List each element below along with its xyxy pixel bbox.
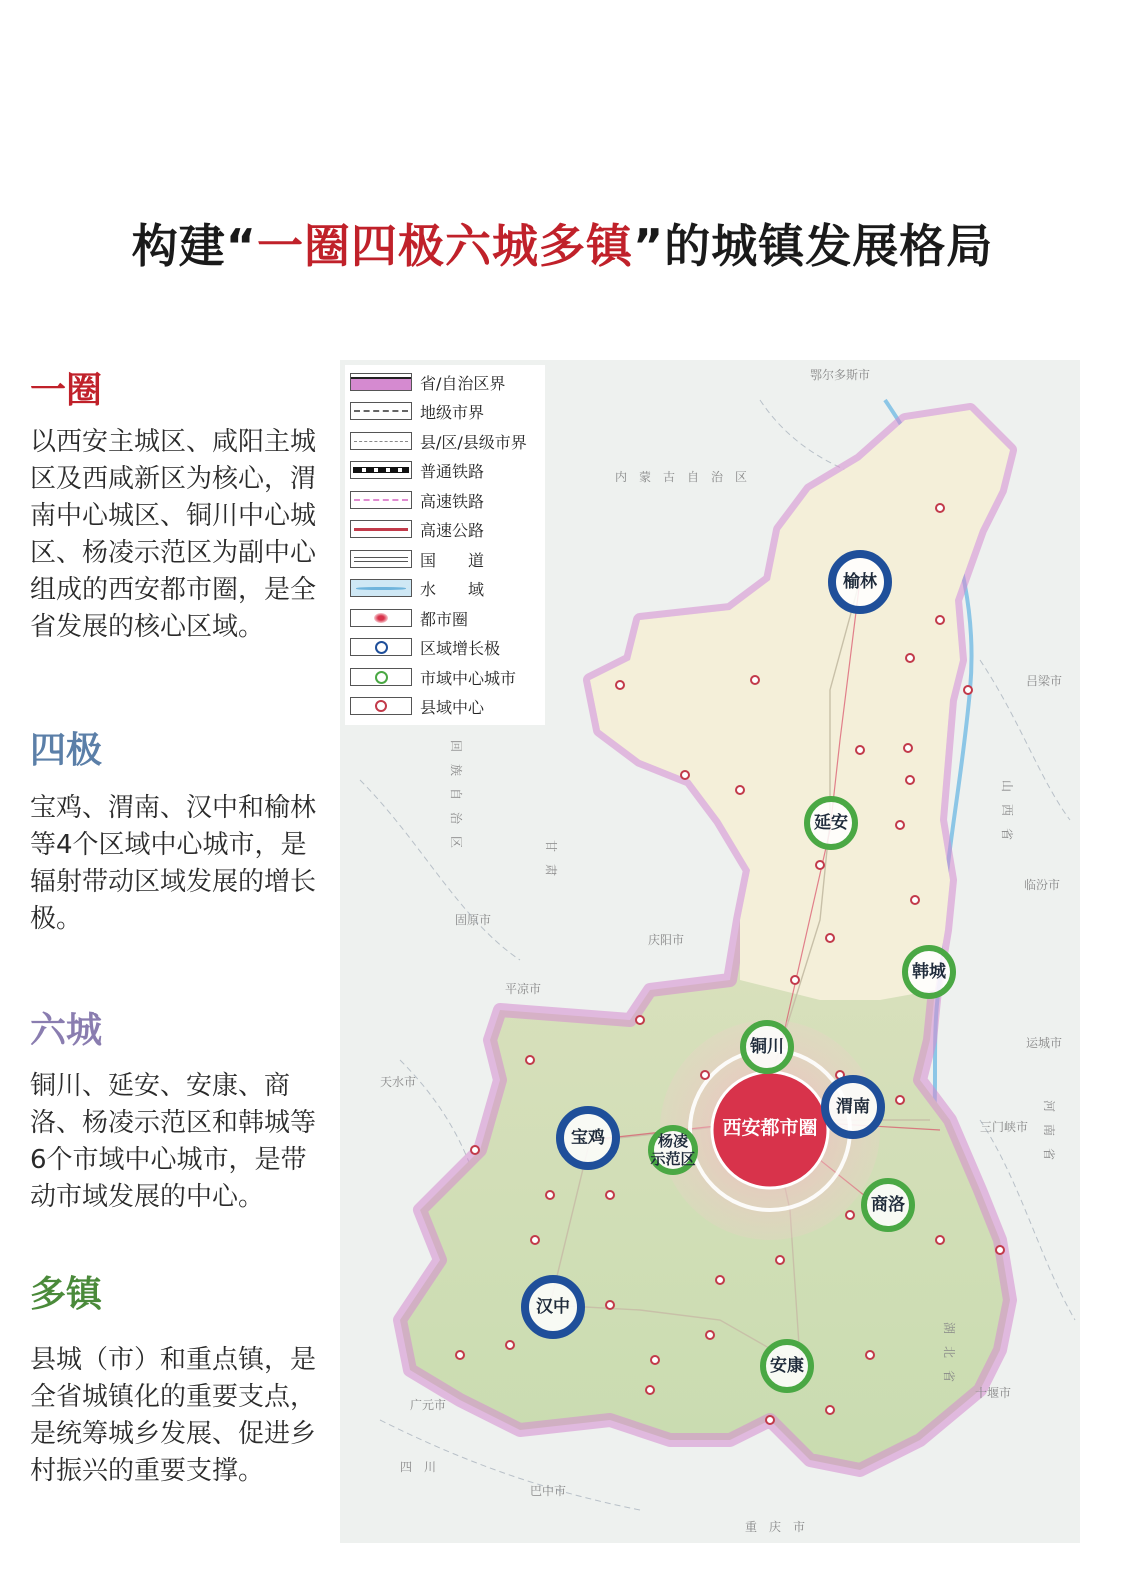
prefecture-boundary-icon	[350, 402, 412, 420]
neighbor-label-lvliang: 吕梁市	[1026, 674, 1063, 688]
legend-item-prefecture-boundary	[350, 400, 545, 422]
neighbor-label-henan: 河 南 省	[1042, 1100, 1056, 1161]
title-suffix: ”的城镇发展格局	[633, 219, 994, 273]
neighbor-label-hubei: 湖 北 省	[942, 1322, 956, 1383]
legend-label: 地级市界	[420, 402, 485, 422]
legend-item-county-boundary	[350, 430, 545, 452]
legend-label: 县域中心	[420, 697, 485, 717]
section-heading-liucheng: 六城	[30, 1010, 103, 1051]
neighbor-label-pingliang: 平凉市	[505, 982, 542, 996]
legend-label: 水 域	[420, 579, 485, 599]
section-heading-siji: 四极	[30, 730, 103, 771]
water-icon	[350, 579, 412, 597]
legend-item-county-center	[350, 695, 545, 717]
legend-item-water	[350, 577, 545, 599]
expressway-icon	[350, 520, 412, 538]
railway-icon	[350, 461, 412, 479]
legend-label: 高速铁路	[420, 491, 485, 511]
legend-label: 国 道	[420, 550, 485, 570]
city-label-shangluo: 商洛	[871, 1195, 905, 1215]
neighbor-label-guyuan: 固原市	[455, 913, 492, 927]
city-label-hanzhong: 汉中	[536, 1297, 570, 1317]
section-heading-yiquan: 一圈	[30, 370, 103, 411]
legend-item-regional-growth-pole	[350, 636, 545, 658]
county-center-icon	[350, 697, 412, 715]
neighbor-label-sanmenxia: 三门峡市	[980, 1120, 1029, 1134]
neighbor-label-chongqing: 重 庆 市	[745, 1520, 806, 1534]
neighbor-label-ordos: 鄂尔多斯市	[810, 368, 871, 382]
legend-item-metro-area	[350, 607, 545, 629]
neighbor-label-linfen: 临汾市	[1024, 878, 1061, 892]
legend-item-province-boundary	[350, 371, 545, 393]
city-label-yangling: 杨凌 示范区	[650, 1132, 696, 1168]
neighbor-label-tianshui: 天水市	[380, 1075, 417, 1089]
legend-label: 省/自治区界	[420, 373, 506, 393]
high-speed-railway-icon	[350, 491, 412, 509]
neighbor-label-yuncheng: 运城市	[1026, 1036, 1063, 1050]
city-label-hancheng: 韩城	[912, 962, 946, 982]
neighbor-label-sichuan: 四 川	[400, 1460, 437, 1474]
legend-item-municipal-center	[350, 666, 545, 688]
city-label-yulin: 榆林	[843, 572, 877, 592]
legend-item-expressway	[350, 518, 545, 540]
metro-label-xian: 西安都市圈	[722, 1117, 818, 1139]
neighbor-label-gansu: 甘 肃	[544, 840, 558, 877]
neighbor-label-qingyang: 庆阳市	[648, 933, 685, 947]
neighbor-label-shanxi: 山 西 省	[1000, 780, 1014, 841]
legend-item-national-road	[350, 548, 545, 570]
legend-label: 高速公路	[420, 520, 485, 540]
neighbor-label-guangyuan: 广元市	[410, 1398, 447, 1412]
county-boundary-icon	[350, 432, 412, 450]
legend-label: 市域中心城市	[420, 668, 517, 688]
section-body-siji: 宝鸡、渭南、汉中和榆林等4个区域中心城市，是辐射带动区域发展的增长极。	[30, 793, 317, 934]
province-boundary-icon	[350, 373, 412, 391]
neighbor-label-nei-menggu: 内 蒙 古 自 治 区	[615, 470, 748, 484]
neighbor-label-shiyan: 十堰市	[975, 1386, 1012, 1400]
map-legend	[345, 365, 545, 725]
neighbor-label-bazhong: 巴中市	[530, 1484, 567, 1498]
title-highlight: 一圈四极六城多镇	[257, 219, 633, 273]
metro-area-icon	[350, 609, 412, 627]
neighbor-label-ningxia: 回 族 自 治 区	[449, 740, 463, 849]
legend-item-high-speed-railway	[350, 489, 545, 511]
city-label-yanan: 延安	[814, 813, 848, 833]
city-label-ankang: 安康	[770, 1356, 804, 1376]
legend-label: 县/区/县级市界	[420, 432, 527, 452]
page-title	[0, 210, 1125, 276]
section-body-duozhen: 县城（市）和重点镇，是全省城镇化的重要支点，是统筹城乡发展、促进乡村振兴的重要支撑。	[30, 1345, 317, 1486]
legend-label: 普通铁路	[420, 461, 485, 481]
city-label-weinan: 渭南	[836, 1097, 870, 1117]
section-body-liucheng: 铜川、延安、安康、商洛、杨凌示范区和韩城等6个市域中心城市，是带动市域发展的中心。	[30, 1071, 317, 1212]
legend-item-railway	[350, 459, 545, 481]
legend-label: 区域增长极	[420, 638, 501, 658]
city-label-tongchuan: 铜川	[750, 1037, 784, 1057]
national-road-icon	[350, 550, 412, 568]
section-body-yiquan: 以西安主城区、咸阳主城区及西咸新区为核心，渭南中心城区、铜川中心城区、杨凌示范区为副中心组成的西安都市圈，是全省发展的核心区域。	[30, 427, 317, 642]
city-label-baoji: 宝鸡	[571, 1128, 605, 1148]
section-heading-duozhen: 多镇	[30, 1274, 103, 1315]
regional-growth-pole-icon	[350, 638, 412, 656]
title-prefix: 构建“	[131, 219, 257, 273]
legend-label: 都市圈	[420, 609, 469, 629]
municipal-center-icon	[350, 668, 412, 686]
